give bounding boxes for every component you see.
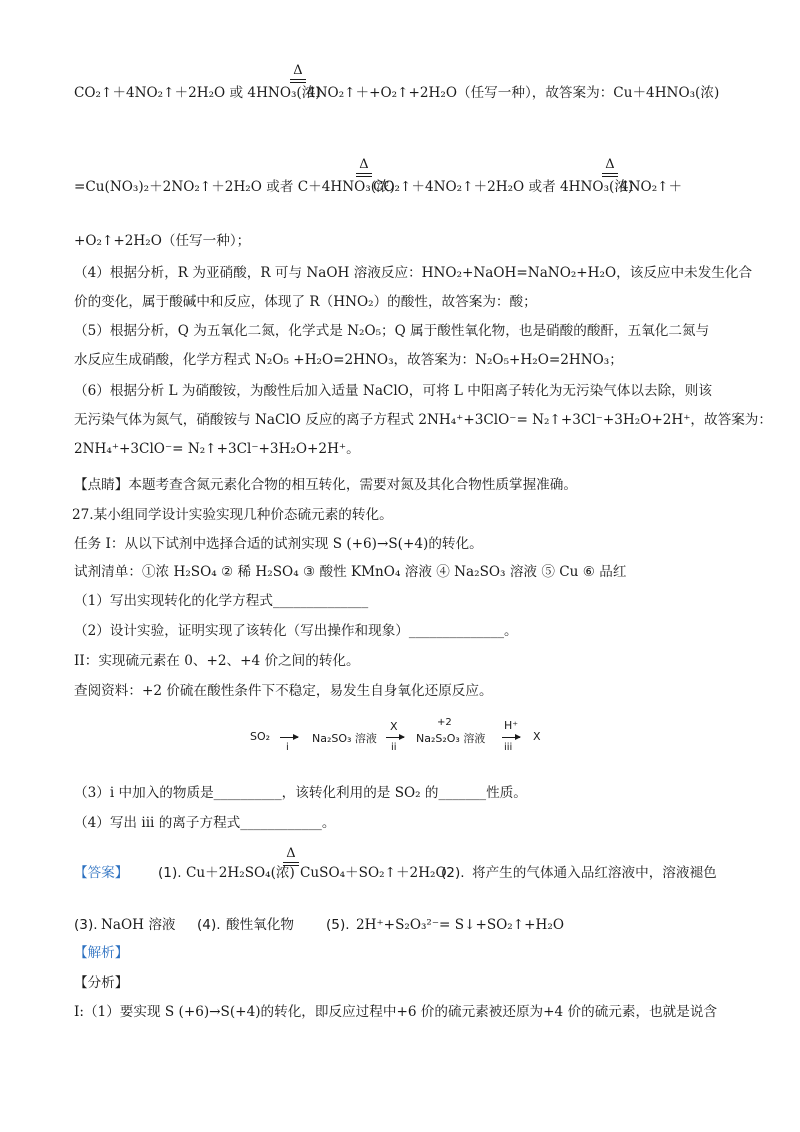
reagent-label: H⁺	[504, 719, 519, 732]
step-label: ii	[391, 742, 397, 753]
heat-symbol: Δ	[356, 158, 372, 177]
answer-paragraph: 2NH₄⁺+3ClO⁻= N₂↑+3Cl⁻+3H₂O+2H⁺。	[74, 441, 360, 457]
answer-text: 酸性氧化物	[226, 917, 294, 933]
reagent-list: 试剂清单：①浓 H₂SO₄ ② 稀 H₂SO₄ ③ 酸性 KMnO₄ 溶液 ④ Na₂SO₃ 溶液 ⑤ Cu ⑥ 品红	[74, 564, 627, 580]
answer-tag: 【答案】	[74, 865, 129, 881]
reagent-label: X	[390, 720, 398, 733]
question-item: （2）设计实验，证明实现了该转化（写出操作和现象）______________。	[74, 623, 518, 639]
answer-paragraph: （4）根据分析，R 为亚硝酸，R 可与 NaOH 溶液反应：HNO₂+NaOH=NaNO₂+H₂O，该反应中未发生化合	[74, 265, 753, 281]
answer-paragraph: （5）根据分析，Q 为五氧化二氮，化学式是 N₂O₅；Q 属于酸性氧化物，也是硝酸的酸酐，五氧化二氮与	[74, 323, 710, 339]
arrow-icon	[502, 737, 520, 738]
answer-text: 将产生的气体通入品红溶液中，溶液褪色	[472, 865, 717, 881]
task-text: II：实现硫元素在 0、+2、+4 价之间的转化。	[74, 653, 360, 669]
answer-paragraph: 价的变化，属于酸碱中和反应，体现了 R（HNO₂）的酸性，故答案为：酸；	[74, 294, 537, 310]
answer-number: (5).	[326, 917, 350, 933]
scheme-na2s2o3: Na₂S₂O₃ 溶液	[416, 732, 486, 745]
answer-paragraph: 水反应生成硝酸，化学方程式 N₂O₅ +H₂O=2HNO₃，故答案为：N₂O₅+H₂O=2HNO₃；	[74, 352, 623, 368]
arrow-icon	[280, 737, 298, 738]
scheme-product: X	[533, 730, 541, 743]
question-title: 27.某小组同学设计实验实现几种价态硫元素的转化。	[72, 507, 393, 523]
scheme-so2: SO₂	[250, 730, 271, 743]
answer-number: (4).	[197, 917, 221, 933]
answer-text: NaOH 溶液	[101, 917, 176, 933]
tip-note: 【点睛】本题考查含氮元素化合物的相互转化，需要对氮及其化合物性质掌握准确。	[74, 477, 577, 493]
section-tag: 【解析】	[74, 945, 129, 961]
equation-line: =Cu(NO₃)₂＋2NO₂↑＋2H₂O 或者 C＋4HNO₃(浓)	[74, 179, 395, 195]
answer-equation: Cu＋2H₂SO₄(浓)	[186, 865, 295, 881]
equation-line: CO₂↑＋4NO₂↑＋2H₂O 或者 4HNO₃(浓)	[373, 179, 634, 195]
answer-paragraph: 无污染气体为氮气，硝酸铵与 NaClO 反应的离子方程式 2NH₄⁺+3ClO⁻= N₂↑+3Cl⁻+3H₂O+2H⁺，故答案为：	[74, 412, 772, 428]
heat-symbol: Δ	[602, 158, 618, 177]
answer-number: (1).	[158, 865, 182, 881]
reference-text: 查阅资料：+2 价硫在酸性条件下不稳定，易发生自身氧化还原反应。	[74, 683, 493, 699]
equation-line: 4NO₂↑＋	[620, 179, 683, 195]
reaction-scheme	[250, 718, 550, 758]
answer-paragraph: （6）根据分析 L 为硝酸铵，为酸性后加入适量 NaClO，可将 L 中阳离子转化为无污染气体以去除，则该	[74, 383, 712, 399]
task-text: 任务 I：从以下试剂中选择合适的试剂实现 S (+6)→S(+4)的转化。	[74, 536, 483, 552]
scheme-na2so3: Na₂SO₃ 溶液	[312, 732, 377, 745]
heat-symbol: Δ	[283, 847, 299, 866]
question-item: （1）写出实现转化的化学方程式______________	[74, 593, 369, 609]
arrow-icon	[386, 737, 404, 738]
heat-symbol: Δ	[290, 64, 306, 83]
step-label: i	[286, 742, 289, 753]
section-tag: 【分析】	[74, 975, 129, 991]
question-item: （4）写出 iii 的离子方程式____________。	[74, 815, 336, 831]
analysis-text: I:（1）要实现 S (+6)→S(+4)的转化，即反应过程中+6 价的硫元素被还原为+4 价的硫元素，也就是说含	[74, 1004, 718, 1020]
answer-equation: 2H⁺+S₂O₃²⁻= S↓+SO₂↑+H₂O	[356, 917, 564, 933]
question-item: （3）i 中加入的物质是__________，该转化利用的是 SO₂ 的_______性质。	[74, 785, 527, 801]
answer-number: (3).	[74, 917, 98, 933]
oxidation-state: +2	[437, 717, 452, 728]
step-label: iii	[504, 742, 513, 753]
answer-equation: CuSO₄＋SO₂↑＋2H₂O	[300, 865, 447, 881]
equation-line: 4NO₂↑＋+O₂↑+2H₂O（任写一种），故答案为：Cu＋4HNO₃(浓)	[307, 85, 720, 101]
equation-line: CO₂↑＋4NO₂↑＋2H₂O 或 4HNO₃(浓)	[74, 85, 321, 101]
answer-number: (2).	[441, 865, 465, 881]
equation-line: +O₂↑+2H₂O（任写一种）；	[74, 233, 251, 249]
